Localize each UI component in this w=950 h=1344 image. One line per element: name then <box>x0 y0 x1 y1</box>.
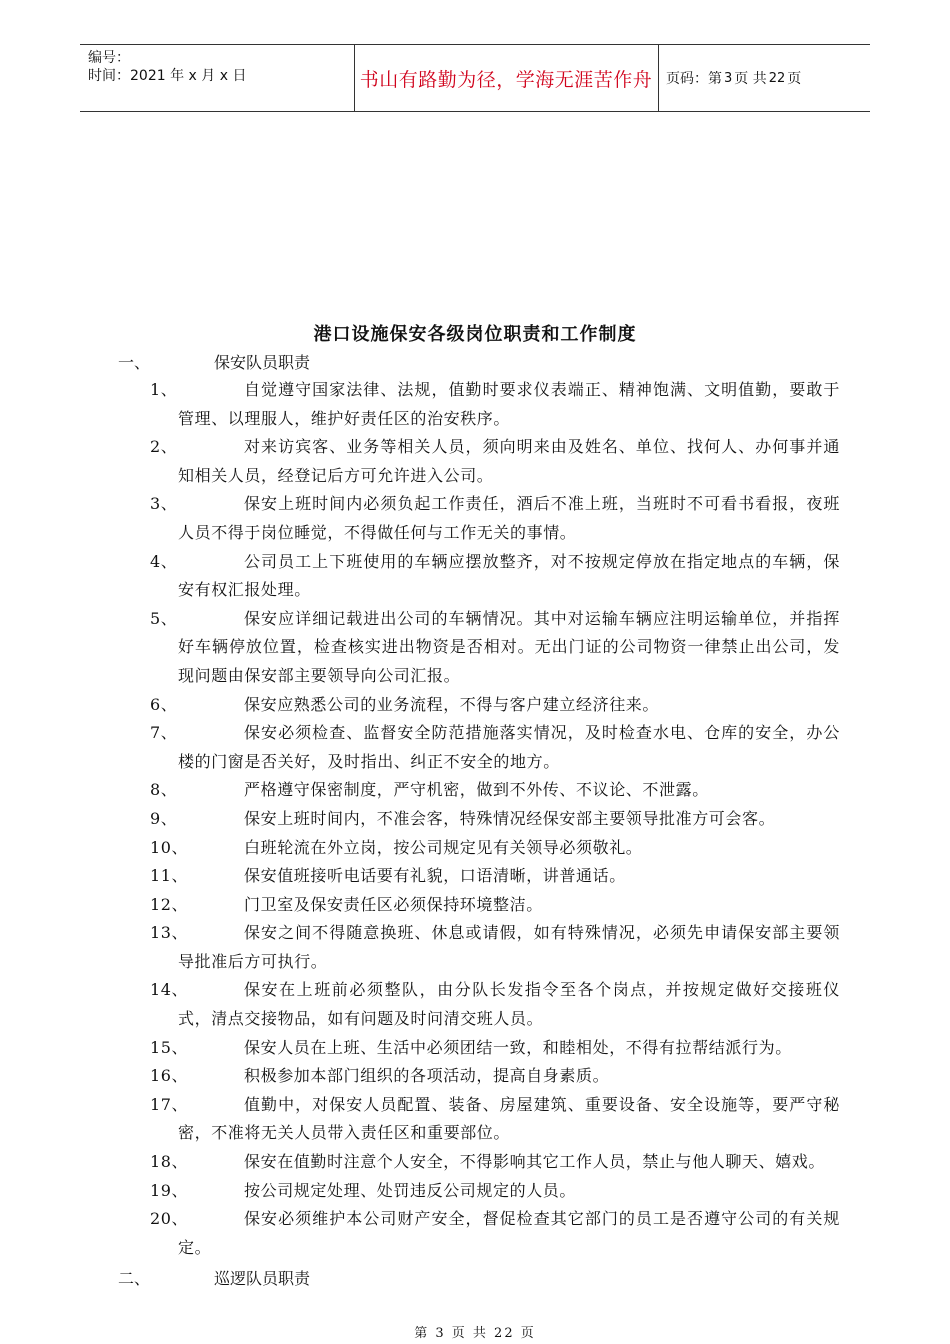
list-item-number: 7、 <box>150 723 178 743</box>
document-header <box>80 44 870 112</box>
list-item <box>150 1148 840 1177</box>
list-item <box>150 376 840 433</box>
document-date-label: 时间：2021 年 x 月 x 日 <box>88 68 247 84</box>
list-item-text: 保安上班时间内必须负起工作责任，酒后不准上班，当班时不可看书看报，夜班人员不得于岗位睡觉，不得做任何与工作无关的事情。 <box>178 494 840 542</box>
list-item-text: 公司员工上下班使用的车辆应摆放整齐，对不按规定停放在指定地点的车辆，保安有权汇报处理。 <box>178 551 840 600</box>
list-item <box>150 1205 840 1262</box>
list-item-number: 5、 <box>150 608 178 628</box>
list-item-number: 11、 <box>150 866 189 886</box>
list-item <box>150 1177 840 1206</box>
page-prefix: 页码：第 <box>666 71 722 87</box>
list-item <box>150 1091 840 1148</box>
list-item <box>150 691 840 720</box>
list-item <box>150 805 840 834</box>
header-page-indicator <box>666 45 801 111</box>
document-title: 港口设施保安各级岗位职责和工作制度 <box>313 324 637 345</box>
list-item-number: 19、 <box>150 1180 189 1200</box>
list-item-text: 值勤中，对保安人员配置、装备、房屋建筑、重要设备、安全设施等，要严守秘密，不准将无关人员带入责任区和重要部位。 <box>178 1094 840 1143</box>
list-item <box>150 548 840 605</box>
list-item-number: 8、 <box>150 780 178 800</box>
list-item-text: 按公司规定处理、处罚违反公司规定的人员。 <box>244 1180 577 1200</box>
list-item <box>150 1062 840 1091</box>
list-item-number: 4、 <box>150 551 178 571</box>
list-item-number: 2、 <box>150 437 178 457</box>
list-item <box>150 719 840 776</box>
list-item-number: 12、 <box>150 894 189 914</box>
section-number: 二、 <box>118 1269 151 1288</box>
list-item-number: 15、 <box>150 1037 189 1057</box>
list-item <box>150 490 840 547</box>
list-item <box>150 776 840 805</box>
header-motto: 书山有路勤为径，学海无涯苦作舟 <box>359 68 653 91</box>
list-item-text: 保安必须检查、监督安全防范措施落实情况，及时检查水电、仓库的安全，办公楼的门窗是否关好，及时指出、纠正不安全的地方。 <box>178 723 840 771</box>
list-item <box>150 834 840 863</box>
list-item-number: 1、 <box>150 380 178 399</box>
list-item-text: 门卫室及保安责任区必须保持环境整洁。 <box>244 894 543 914</box>
list-item <box>150 891 840 920</box>
section-number: 一、 <box>118 353 151 372</box>
list-item-text: 保安上班时间内，不准会客，特殊情况经保安部主要领导批准方可会客。 <box>244 808 776 828</box>
list-item-text: 保安应熟悉公司的业务流程，不得与客户建立经济往来。 <box>244 694 660 714</box>
section-heading-2 <box>118 1266 310 1289</box>
list-item-text: 保安人员在上班、生活中必须团结一致，和睦相处，不得有拉帮结派行为。 <box>244 1037 792 1057</box>
list-item-text: 保安必须维护本公司财产安全，督促检查其它部门的员工是否遵守公司的有关规定。 <box>178 1209 840 1257</box>
list-item-text: 保安之间不得随意换班、休息或请假，如有特殊情况，必须先申请保安部主要领导批准后方可执行。 <box>178 923 840 971</box>
list-item-text: 严格遵守保密制度，严守机密，做到不外传、不议论、不泄露。 <box>244 780 709 800</box>
list-item <box>150 433 840 490</box>
list-item-text: 保安值班接听电话要有礼貌，口语清晰，讲普通话。 <box>244 866 626 886</box>
list-item <box>150 862 840 891</box>
list-item-number: 17、 <box>150 1094 189 1114</box>
list-item-number: 18、 <box>150 1152 189 1172</box>
list-item-number: 3、 <box>150 494 178 514</box>
section-label: 巡逻队员职责 <box>214 1269 311 1288</box>
page-total: 22 <box>768 70 786 86</box>
list-item-number: 16、 <box>150 1066 189 1086</box>
list-item-text: 保安在上班前必须整队，由分队长发指令至各个岗点，并按规定做好交接班仪式，清点交接物品，如有问题及时问清交班人员。 <box>178 980 840 1029</box>
list-item-text: 保安应详细记载进出公司的车辆情况。其中对运输车辆应注明运输单位，并指挥好车辆停放位置，检查核实进出物资是否相对。无出门证的公司物资一律禁止出公司，发现问题由保安部主要领导向公司汇报。 <box>178 608 840 685</box>
list-item <box>150 1034 840 1063</box>
list-item <box>150 605 840 691</box>
list-item-number: 14、 <box>150 980 189 1000</box>
list-item-number: 13、 <box>150 923 189 943</box>
section-label: 保安队员职责 <box>214 353 311 372</box>
duty-list <box>150 376 840 1262</box>
list-item-number: 20、 <box>150 1209 189 1229</box>
list-item <box>150 976 840 1033</box>
section-heading-1 <box>118 350 310 373</box>
page-footer: 第 3 页 共 22 页 <box>414 1326 536 1341</box>
page-number: 3 <box>724 70 733 86</box>
page-mid: 页 共 <box>734 71 767 87</box>
list-item <box>150 919 840 976</box>
list-item-number: 10、 <box>150 837 189 857</box>
page-suffix: 页 <box>787 71 802 87</box>
list-item-text: 白班轮流在外立岗，按公司规定见有关领导必须敬礼。 <box>244 837 643 857</box>
list-item-number: 9、 <box>150 808 178 828</box>
header-meta <box>88 49 354 85</box>
list-item-text: 自觉遵守国家法律、法规，值勤时要求仪表端正、精神饱满、文明值勤，要敢于管理、以理服人，维护好责任区的治安秩序。 <box>178 380 840 428</box>
list-item-number: 6、 <box>150 694 178 714</box>
list-item-text: 保安在值勤时注意个人安全，不得影响其它工作人员，禁止与他人聊天、嬉戏。 <box>244 1152 826 1172</box>
list-item-text: 积极参加本部门组织的各项活动，提高自身素质。 <box>244 1066 610 1086</box>
header-divider <box>658 45 659 111</box>
document-number-label: 编号： <box>88 50 130 66</box>
list-item-text: 对来访宾客、业务等相关人员，须向明来由及姓名、单位、找何人、办何事并通知相关人员，经登记后方可允许进入公司。 <box>178 437 840 485</box>
